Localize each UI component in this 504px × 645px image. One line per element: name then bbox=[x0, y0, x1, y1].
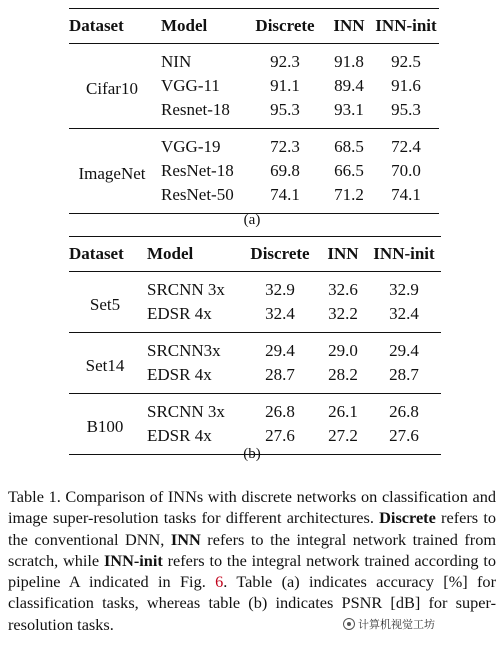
discrete-cell: 32.4 bbox=[241, 302, 319, 333]
model-cell: VGG-19 bbox=[161, 137, 221, 156]
table-b-header-discrete: Discrete bbox=[241, 237, 319, 272]
table-a-header-discrete: Discrete bbox=[245, 9, 325, 44]
model-cell: Resnet-18 bbox=[155, 98, 245, 129]
figure-reference-link[interactable]: 6 bbox=[215, 572, 224, 592]
inn-cell: 71.2 bbox=[325, 183, 373, 214]
inn-cell: 89.4 bbox=[334, 76, 364, 95]
inn-init-cell: 29.4 bbox=[389, 341, 419, 360]
watermark-text: 计算机视觉工坊 bbox=[358, 618, 435, 631]
inn-cell: 26.1 bbox=[328, 402, 358, 421]
discrete-cell: 32.9 bbox=[265, 280, 295, 299]
table-caption bbox=[8, 486, 496, 635]
table-a-header-inn: INN bbox=[325, 9, 373, 44]
table-a bbox=[69, 8, 439, 214]
discrete-cell: 74.1 bbox=[245, 183, 325, 214]
table-a-header-model: Model bbox=[155, 9, 245, 44]
caption-text: refers to the integral network trained according to pipeline A indicated in Fig. bbox=[8, 550, 496, 592]
table-a-label: (a) bbox=[243, 212, 261, 228]
inn-init-cell: 26.8 bbox=[389, 402, 419, 421]
model-cell: EDSR 4x bbox=[141, 302, 241, 333]
table-row bbox=[69, 44, 439, 75]
model-cell: ResNet-50 bbox=[155, 183, 245, 214]
inn-init-cell: 27.6 bbox=[367, 424, 441, 455]
table-a-header-row bbox=[69, 9, 439, 44]
table-row bbox=[69, 333, 441, 364]
discrete-cell: 91.1 bbox=[270, 76, 300, 95]
caption-text: . Table (a) indicates accuracy [%] for classification tasks, whereas table (b) indicates PSNR [dB] for super-resolution tasks. bbox=[8, 572, 496, 634]
dataset-cell: ImageNet bbox=[69, 129, 155, 214]
model-cell: SRCNN3x bbox=[147, 341, 221, 360]
caption-term-inn-init: INN-init bbox=[103, 550, 163, 570]
inn-init-cell: 70.0 bbox=[391, 161, 421, 180]
dataset-cell: Set14 bbox=[69, 333, 141, 394]
inn-init-cell: 91.6 bbox=[391, 76, 421, 95]
table-row bbox=[69, 129, 439, 160]
dataset-cell: Set5 bbox=[69, 272, 141, 333]
table-a-header-inn-init: INN-init bbox=[373, 9, 439, 44]
inn-cell: 32.6 bbox=[328, 280, 358, 299]
camera-lens-icon bbox=[343, 618, 355, 630]
dataset-cell: B100 bbox=[69, 394, 141, 455]
table-b-label: (b) bbox=[243, 446, 261, 462]
inn-cell: 32.2 bbox=[319, 302, 367, 333]
model-cell: SRCNN 3x bbox=[147, 402, 225, 421]
model-cell: NIN bbox=[161, 52, 192, 71]
dataset-cell: Cifar10 bbox=[69, 44, 155, 129]
inn-init-cell: 28.7 bbox=[367, 363, 441, 394]
inn-init-cell: 32.9 bbox=[389, 280, 419, 299]
model-cell: EDSR 4x bbox=[141, 363, 241, 394]
inn-cell: 93.1 bbox=[325, 98, 373, 129]
table-row bbox=[69, 272, 441, 303]
caption-text: Table 1. Comparison of INNs with discrete networks on classification and image super-resolution tasks for different architectures. bbox=[8, 487, 496, 528]
inn-init-cell: 72.4 bbox=[391, 137, 421, 156]
model-cell: VGG-11 bbox=[161, 76, 220, 95]
inn-cell: 27.2 bbox=[319, 424, 367, 455]
table-b-header-row bbox=[69, 237, 441, 272]
model-cell: SRCNN 3x bbox=[147, 280, 225, 299]
inn-cell: 91.8 bbox=[334, 52, 364, 71]
caption-text: refers to the conventional DNN, bbox=[8, 508, 497, 549]
table-b-header-inn: INN bbox=[319, 237, 367, 272]
table-row bbox=[69, 394, 441, 425]
caption-term-inn: INN bbox=[170, 529, 201, 549]
discrete-cell: 28.7 bbox=[241, 363, 319, 394]
discrete-cell: 72.3 bbox=[270, 137, 300, 156]
inn-cell: 28.2 bbox=[319, 363, 367, 394]
inn-init-cell: 32.4 bbox=[367, 302, 441, 333]
inn-cell: 29.0 bbox=[328, 341, 358, 360]
table-b bbox=[69, 236, 441, 455]
inn-init-cell: 92.5 bbox=[391, 52, 421, 71]
inn-init-cell: 74.1 bbox=[373, 183, 439, 214]
table-b-header-dataset: Dataset bbox=[69, 237, 141, 272]
table-a-header-dataset: Dataset bbox=[69, 9, 155, 44]
inn-init-cell: 95.3 bbox=[373, 98, 439, 129]
watermark bbox=[340, 615, 438, 633]
model-cell: ResNet-18 bbox=[161, 161, 234, 180]
model-cell: EDSR 4x bbox=[141, 424, 241, 455]
caption-term-discrete: Discrete bbox=[379, 508, 436, 528]
caption-text: refers to the integral network trained from scratch, while bbox=[8, 529, 497, 570]
discrete-cell: 69.8 bbox=[270, 161, 300, 180]
discrete-cell: 29.4 bbox=[265, 341, 295, 360]
table-b-header-inn-init: INN-init bbox=[367, 237, 441, 272]
discrete-cell: 95.3 bbox=[245, 98, 325, 129]
table-b-header-model: Model bbox=[141, 237, 241, 272]
discrete-cell: 92.3 bbox=[270, 52, 300, 71]
inn-cell: 68.5 bbox=[334, 137, 364, 156]
discrete-cell: 27.6 bbox=[241, 424, 319, 455]
discrete-cell: 26.8 bbox=[265, 402, 295, 421]
inn-cell: 66.5 bbox=[334, 161, 364, 180]
